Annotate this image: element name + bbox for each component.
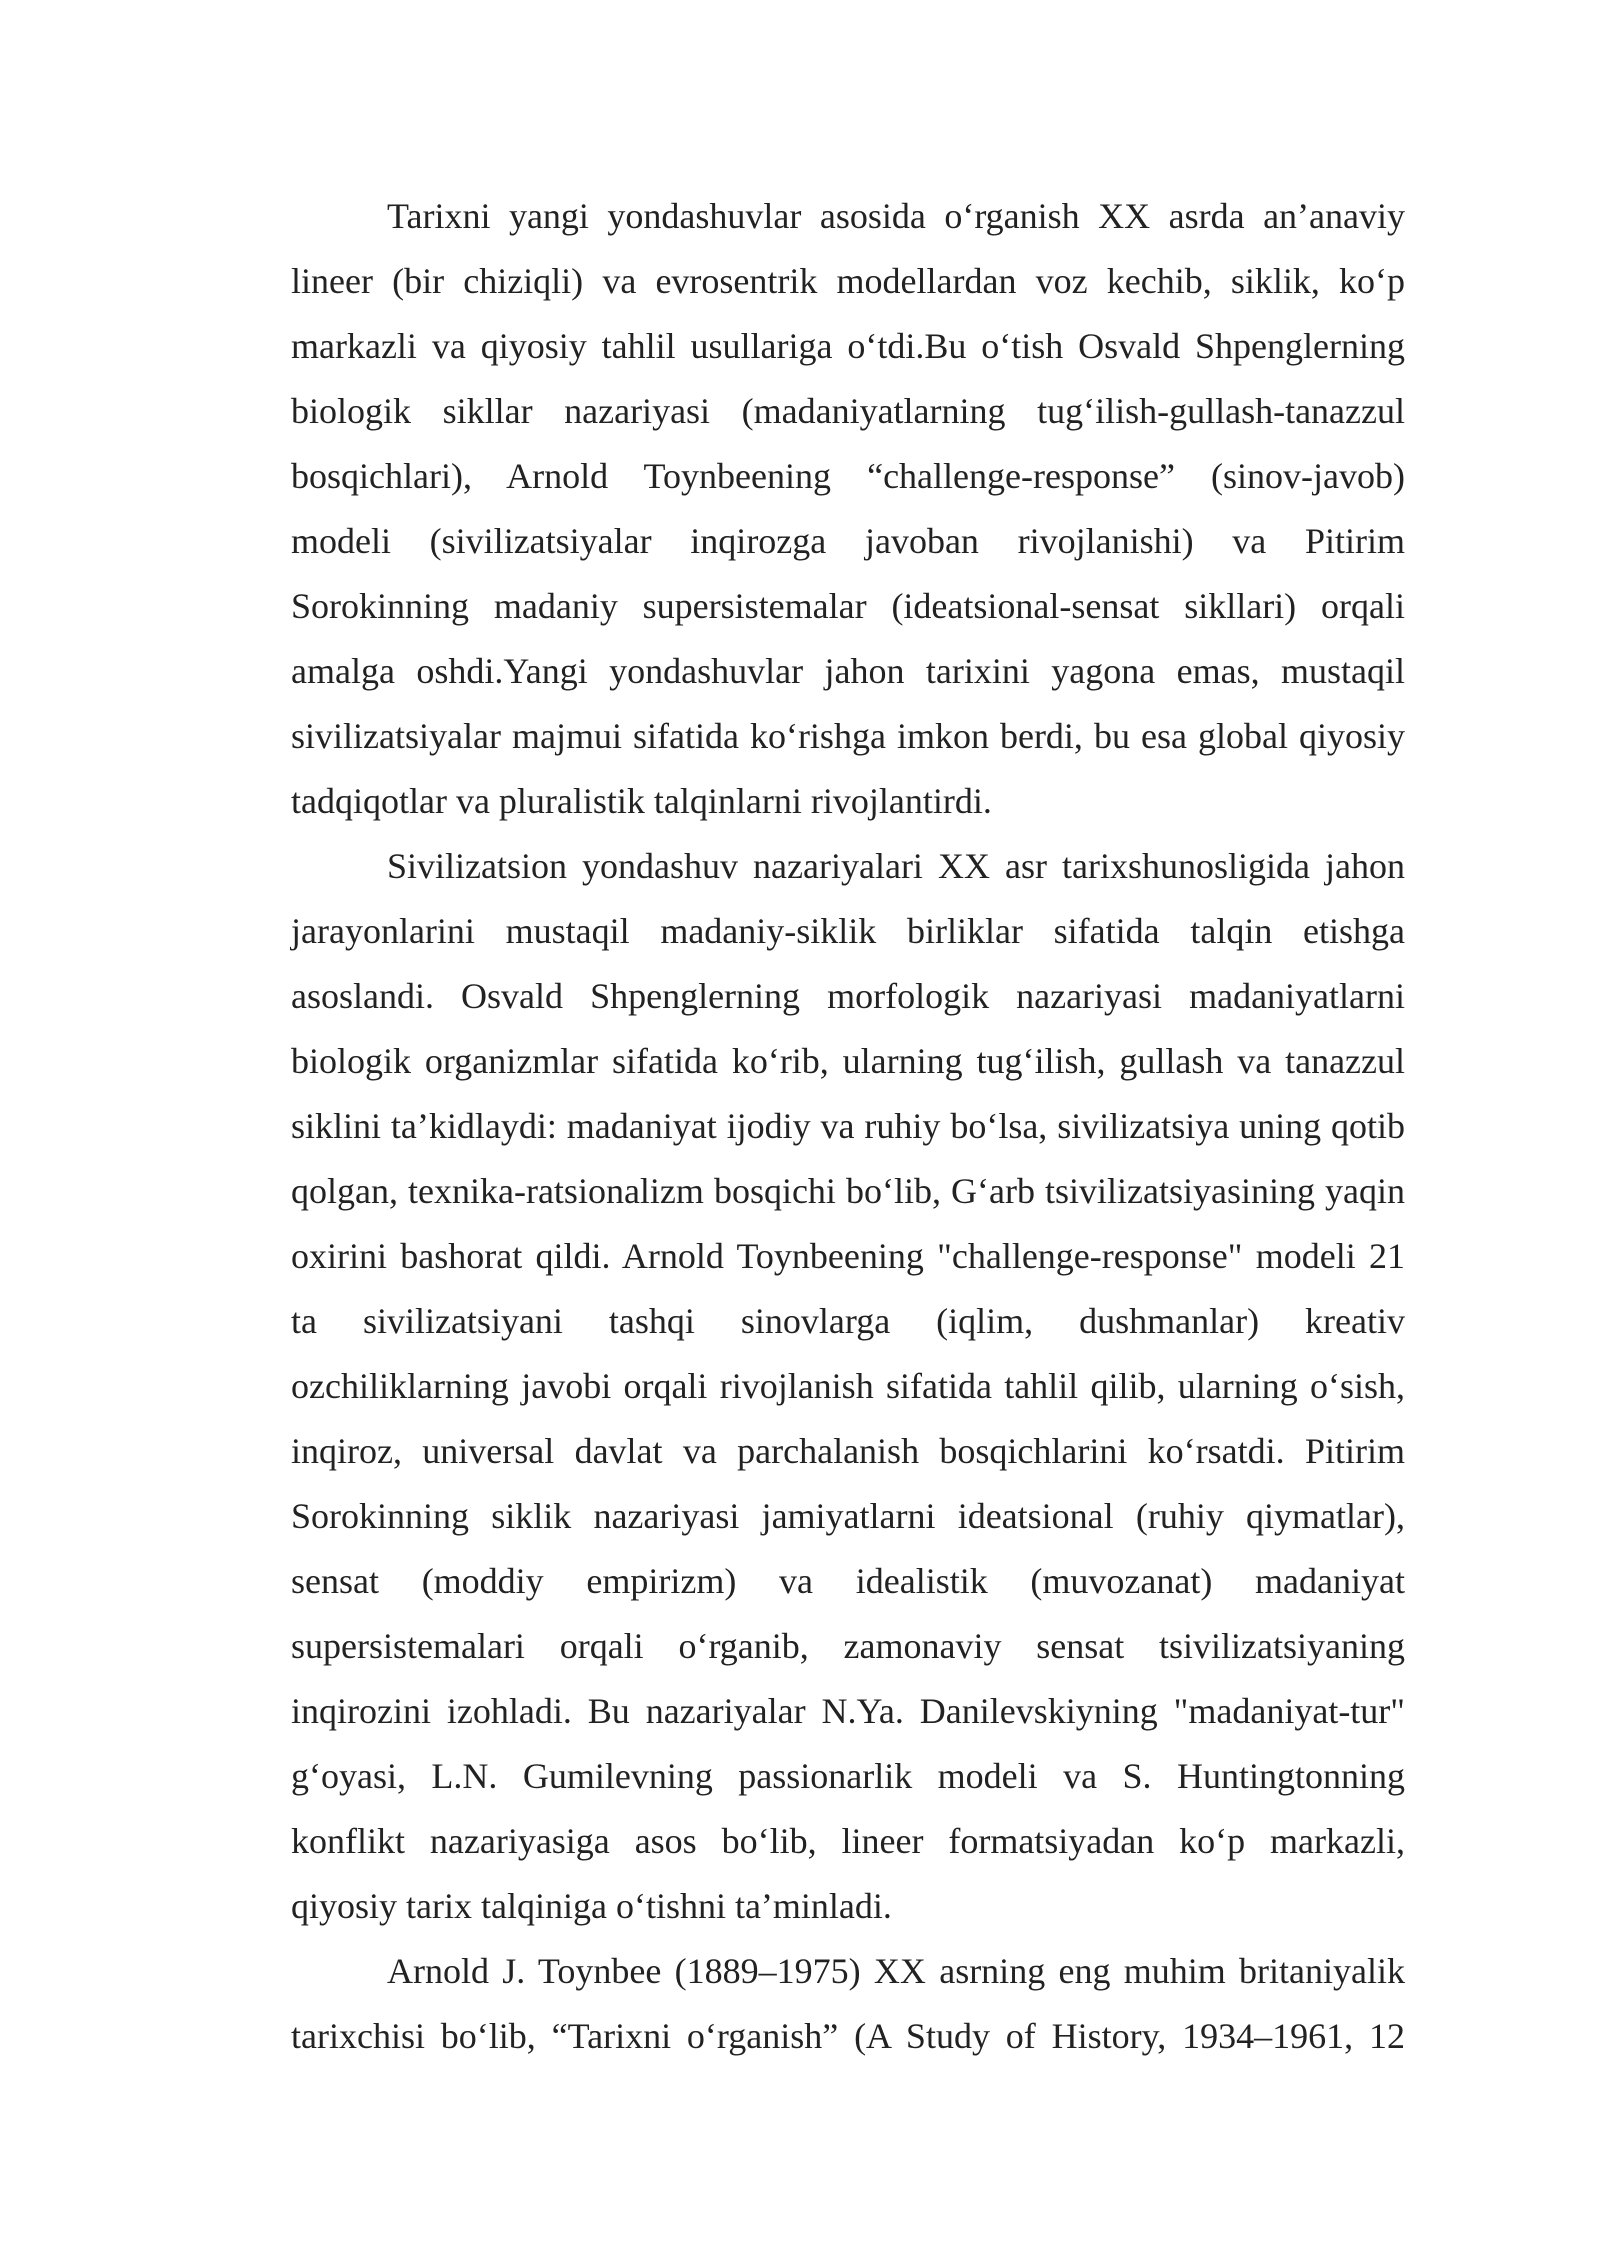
paragraph-3: Arnold J. Toynbee (1889–1975) XX asrning eng muhim britaniyalik tarixchisi bo‘lib, “Tarixni o‘rganish” (A Study of History, 1934–1961, 12 <box>291 1951 1405 2056</box>
paragraph-1: Tarixni yangi yondashuvlar asosida o‘rganish XX asrda an’anaviy lineer (bir chiziqli) va evrosentrik modellardan voz kechib, siklik, ko‘p markazli va qiyosiy tahlil usullariga o‘tdi.Bu o‘tish Osvald Shpenglerning biologik sikllar nazariyasi (madaniyatlarning tug‘ilish-gullash-tanazzul bosqichlari), Arnold Toynbeening “challenge-response” (sinov-javob) modeli (sivilizatsiyalar inqirozga javoban rivojlanishi) va Pitirim Sorokinning madaniy supersistemalar (ideatsional-sensat sikllari) orqali amalga oshdi.Yangi yondashuvlar jahon tarixini yagona emas, mustaqil sivilizatsiyalar majmui sifatida ko‘rishga imkon berdi, bu esa global qiyosiy tadqiqotlar va pluralistik talqinlarni rivojlantirdi. <box>291 196 1405 821</box>
body-text <box>291 184 1405 2069</box>
paragraph-2: Sivilizatsion yondashuv nazariyalari XX asr tarixshunosligida jahon jarayonlarini mustaqil madaniy-siklik birliklar sifatida talqin etishga asoslandi. Osvald Shpenglerning morfologik nazariyasi madaniyatlarni biologik organizmlar sifatida ko‘rib, ularning tug‘ilish, gullash va tanazzul siklini ta’kidlaydi: madaniyat ijodiy va ruhiy bo‘lsa, sivilizatsiya uning qotib qolgan, texnika-ratsionalizm bosqichi bo‘lib, G‘arb tsivilizatsiyasining yaqin oxirini bashorat qildi. Arnold Toynbeening "challenge-response" modeli 21 ta sivilizatsiyani tashqi sinovlarga (iqlim, dushmanlar) kreativ ozchiliklarning javobi orqali rivojlanish sifatida tahlil qilib, ularning o‘sish, inqiroz, universal davlat va parchalanish bosqichlarini ko‘rsatdi. Pitirim Sorokinning siklik nazariyasi jamiyatlarni ideatsional (ruhiy qiymatlar), sensat (moddiy empirizm) va idealistik (muvozanat) madaniyat supersistemalari orqali o‘rganib, zamonaviy sensat tsivilizatsiyaning inqirozini izohladi. Bu nazariyalar N.Ya. Danilevskiyning "madaniyat-tur" g‘oyasi, L.N. Gumilevning passionarlik modeli va S. Huntingtonning konflikt nazariyasiga asos bo‘lib, lineer formatsiyadan ko‘p markazli, qiyosiy tarix talqiniga o‘tishni ta’minladi. <box>291 846 1405 1926</box>
